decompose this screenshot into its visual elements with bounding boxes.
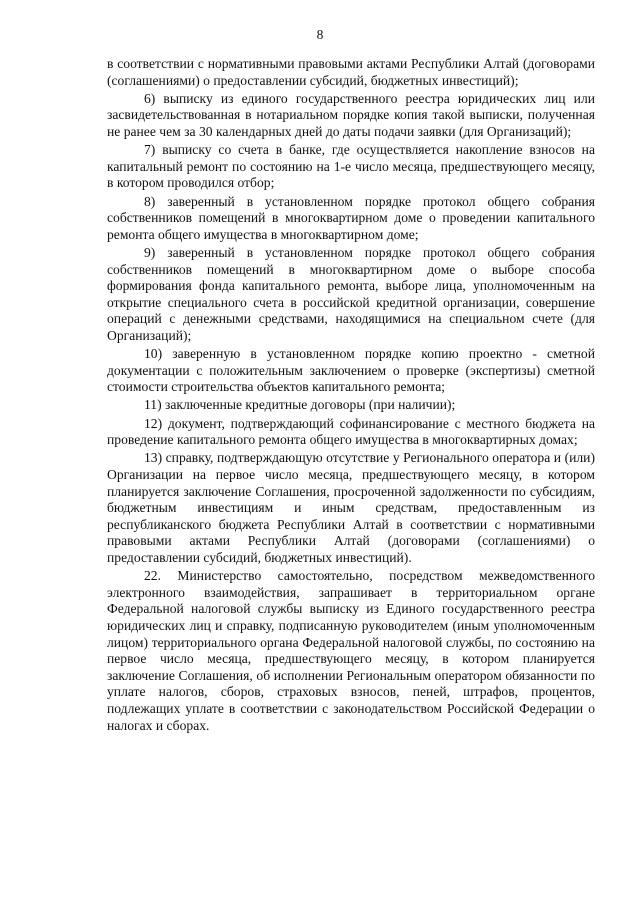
- document-body: [107, 56, 595, 736]
- list-item-10: 10) заверенную в установленном порядке копию проектно - сметной документации с положительным заключением о проверке (экспертизы) сметной стоимости строительства объектов капитального ремонта;: [107, 346, 595, 395]
- paragraph-continuation: в соответствии с нормативными правовыми актами Республики Алтай (договорами (соглашениями) о предоставлении субсидий, бюджетных инвестиций);: [107, 56, 595, 88]
- list-item-13: 13) справку, подтверждающую отсутствие у Регионального оператора и (или) Организации на первое число месяца, предшествующего месяцу, в котором планируется заключение Соглашения, просроченной задолженности по субсидиям, бюджетным инвестициям и иным средствам, предоставленным из республиканского бюджета Республики Алтай в соответствии с нормативными правовыми актами Республики Алтай (договорами (соглашениями) о предоставлении субсидий, бюджетных инвестиций).: [107, 450, 595, 565]
- page-number: 8: [316, 27, 324, 42]
- list-item-6: 6) выписку из единого государственного реестра юридических лиц или засвидетельствованная в нотариальном порядке копия такой выписки, полученная не ранее чем за 30 календарных дней до даты подачи заявки (для Организаций);: [107, 90, 595, 139]
- clause-22: 22. Министерство самостоятельно, посредством межведомственного электронного взаимодействия, запрашивает в территориальном органе Федеральной налоговой службы выписку из Единого государственного реестра юридических лиц и справку, подписанную руководителем (иным уполномоченным лицом) территориального органа Федеральной налоговой службы, по состоянию на первое число месяца, предшествующего месяцу, в котором планируется заключение Соглашения, об исполнении Региональным оператором обязанности по уплате налогов, сборов, страховых взносов, пеней, штрафов, процентов, подлежащих уплате в соответствии с законодательством Российской Федерации о налогах и сборах.: [107, 568, 595, 733]
- list-item-8: 8) заверенный в установленном порядке протокол общего собрания собственников помещений в многоквартирном доме о проведении капитального ремонта общего имущества в многоквартирном доме;: [107, 193, 595, 242]
- list-item-12: 12) документ, подтверждающий софинансирование с местного бюджета на проведение капитального ремонта общего имущества в многоквартирных домах;: [107, 415, 595, 448]
- list-item-7: 7) выписку со счета в банке, где осуществляется накопление взносов на капитальный ремонт по состоянию на 1-е число месяца, предшествующего месяцу, в котором проводился отбор;: [107, 142, 595, 191]
- list-item-9: 9) заверенный в установленном порядке протокол общего собрания собственников помещений в многоквартирном доме о выборе способа формирования фонда капитального ремонта, выборе лица, уполномоченным на открытие специального счета в российской кредитной организации, совершение операций с денежными средствами, находящимися на специальном счете (для Организаций);: [107, 244, 595, 343]
- list-item-11: 11) заключенные кредитные договоры (при наличии);: [144, 397, 456, 413]
